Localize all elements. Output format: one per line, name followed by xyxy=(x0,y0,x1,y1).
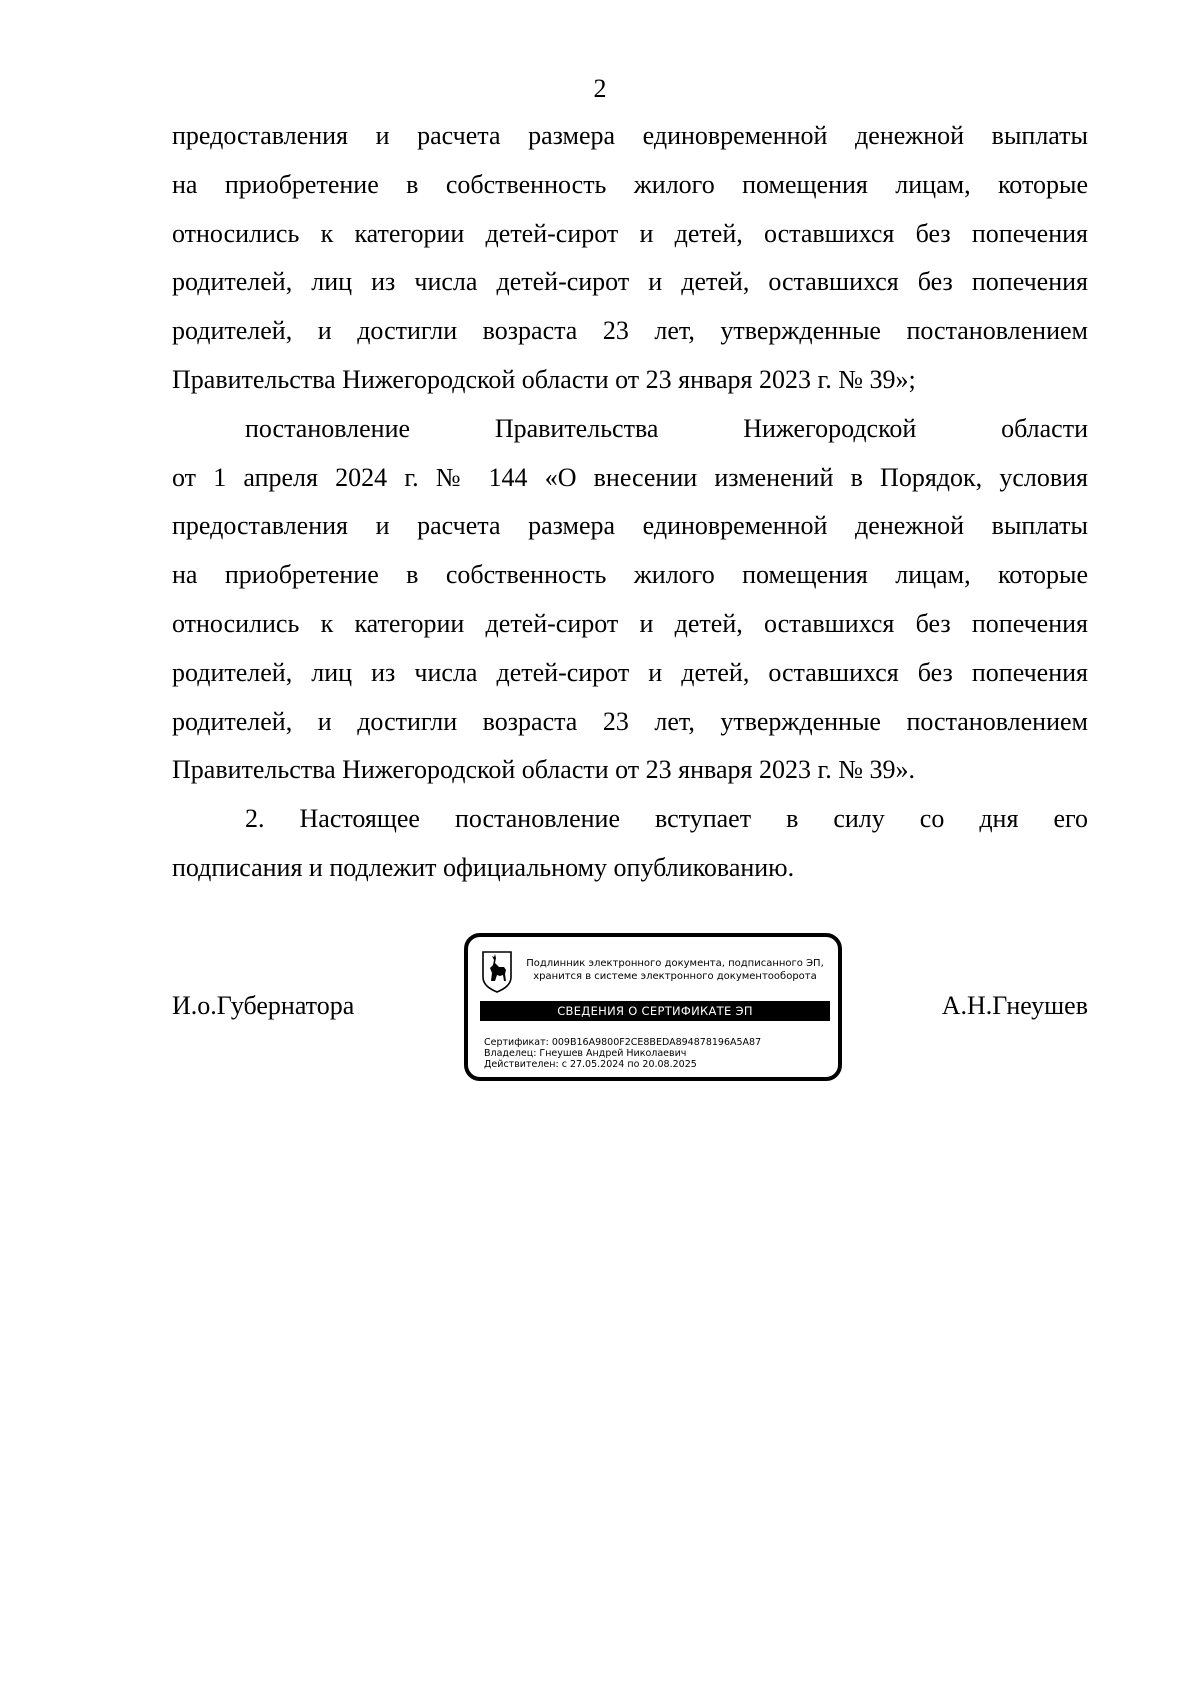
body-line: подписания и подлежит официальному опубликованию. xyxy=(172,852,795,882)
deer-emblem-icon xyxy=(482,951,512,993)
body-line: родителей, и достигли возраста 23 лет, утвержденные постановлением xyxy=(172,316,1088,346)
body-line: родителей, лиц из числа детей-сирот и детей, оставшихся без попечения xyxy=(172,657,1088,687)
electronic-signature-stamp xyxy=(464,933,842,1081)
certificate-number: Сертификат: 009B16A9800F2CE8BEDA894878196A5A87 xyxy=(484,1037,762,1048)
body-line: Правительства Нижегородской области от 23 января 2023 г. № 39»; xyxy=(172,364,916,394)
certificate-owner: Владелец: Гнеушев Андрей Николаевич xyxy=(484,1048,687,1059)
body-line: предоставления и расчета размера единовременной денежной выплаты xyxy=(172,511,1088,541)
stamp-title-bar: СВЕДЕНИЯ О СЕРТИФИКАТЕ ЭП xyxy=(480,1001,830,1021)
body-line: родителей, лиц из числа детей-сирот и детей, оставшихся без попечения xyxy=(172,267,1088,297)
stamp-header-line: хранится в системе электронного документооборота xyxy=(533,971,817,982)
body-line: от 1 апреля 2024 г. № 144 «О внесении изменений в Порядок, условия xyxy=(172,462,1088,492)
page-number: 2 xyxy=(593,74,607,103)
body-line: относились к категории детей-сирот и детей, оставшихся без попечения xyxy=(172,608,1088,638)
body-line: относились к категории детей-сирот и детей, оставшихся без попечения xyxy=(172,218,1088,248)
stamp-header-line: Подлинник электронного документа, подписанного ЭП, xyxy=(526,958,824,969)
signer-role: И.о.Губернатора xyxy=(172,991,355,1020)
certificate-validity: Действителен: с 27.05.2024 по 20.08.2025 xyxy=(484,1059,697,1070)
body-line: на приобретение в собственность жилого помещения лицам, которые xyxy=(172,560,1088,590)
signature-block xyxy=(172,933,1088,1083)
body-line: на приобретение в собственность жилого помещения лицам, которые xyxy=(172,169,1088,199)
signer-name: А.Н.Гнеушев xyxy=(941,991,1088,1020)
body-line: родителей, и достигли возраста 23 лет, утвержденные постановлением xyxy=(172,706,1088,736)
certificate-details xyxy=(484,1037,834,1070)
stamp-header xyxy=(518,957,832,983)
body-line: постановление Правительства Нижегородской области xyxy=(245,413,1088,443)
body-line: Правительства Нижегородской области от 23 января 2023 г. № 39». xyxy=(172,755,916,785)
body-line: предоставления и расчета размера единовременной денежной выплаты xyxy=(172,121,1088,150)
body-line: 2. Настоящее постановление вступает в силу со дня его xyxy=(245,804,1088,834)
document-body xyxy=(172,112,1088,893)
